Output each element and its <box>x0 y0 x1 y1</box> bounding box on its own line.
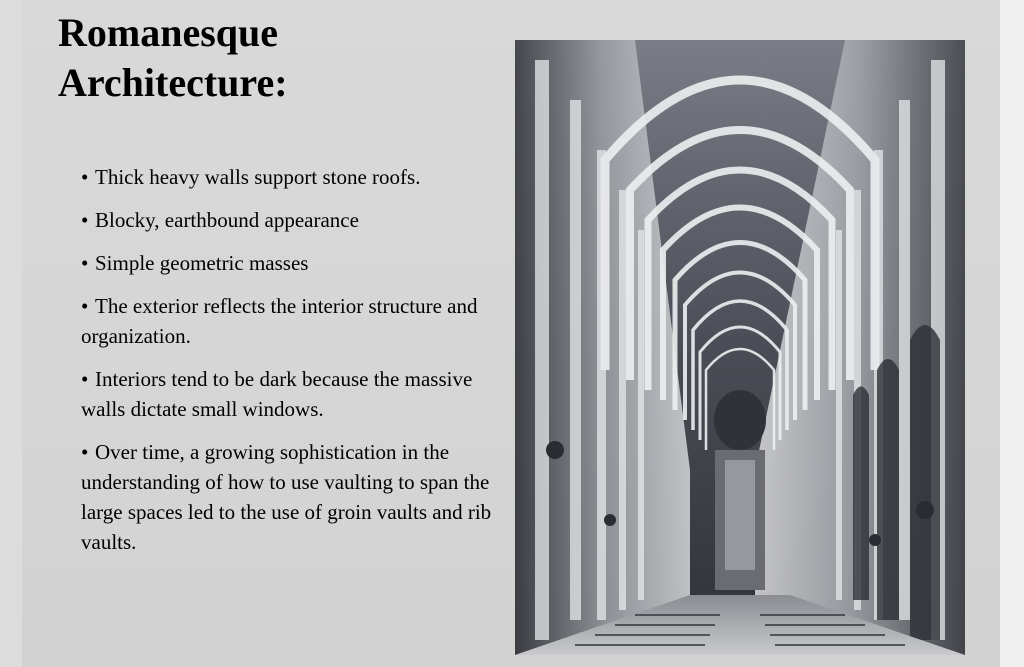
bullet-item <box>81 248 501 278</box>
title-line-1: Romanesque <box>58 10 279 55</box>
bullet-item <box>81 291 501 351</box>
bullet-dot: • <box>81 367 89 391</box>
bullet-item <box>81 364 501 424</box>
bullet-dot: • <box>81 165 89 189</box>
bullet-text: Over time, a growing sophistication in the understanding of how to use vaulting to span the large spaces led to the use of groin vaults and rib vaults. <box>81 440 492 554</box>
bullet-text: Interiors tend to be dark because the massive walls dictate small windows. <box>81 367 473 421</box>
bullet-item <box>81 162 501 192</box>
bullet-text: Simple geometric masses <box>95 251 309 275</box>
cathedral-nave-photo <box>515 40 965 655</box>
bullet-list <box>81 162 501 570</box>
slide-right-margin <box>1000 0 1024 667</box>
slide-left-margin <box>0 0 22 667</box>
title-line-2: Architecture: <box>58 60 288 105</box>
bullet-dot: • <box>81 208 89 232</box>
bullet-text: The exterior reflects the interior structure and organization. <box>81 294 478 348</box>
bullet-text: Thick heavy walls support stone roofs. <box>95 165 421 189</box>
cathedral-nave-illustration <box>515 40 965 655</box>
bullet-dot: • <box>81 294 89 318</box>
bullet-text: Blocky, earthbound appearance <box>95 208 359 232</box>
bullet-dot: • <box>81 251 89 275</box>
bullet-item <box>81 437 501 557</box>
bullet-dot: • <box>81 440 89 464</box>
slide-title <box>58 8 288 108</box>
bullet-item <box>81 205 501 235</box>
